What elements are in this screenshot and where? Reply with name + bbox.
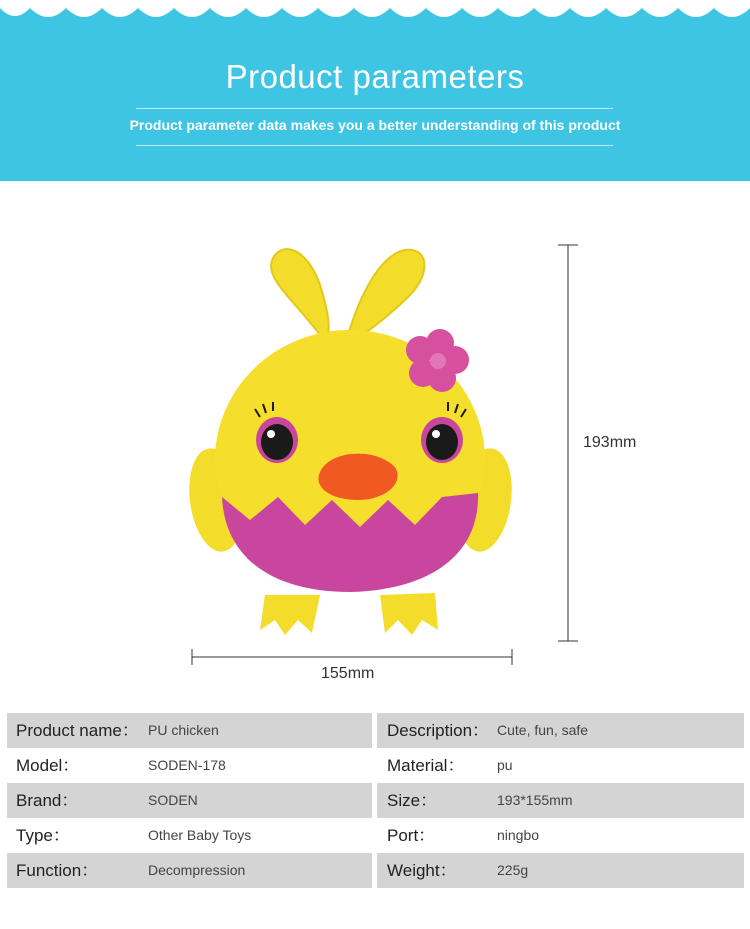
param-label: Port： (387, 826, 436, 845)
param-value: ningbo (497, 827, 540, 843)
table-row (7, 818, 744, 853)
param-value: Cute, fun, safe (497, 722, 589, 738)
wave-border (0, 0, 750, 30)
header-banner (0, 0, 750, 181)
height-label: 193mm (583, 434, 637, 451)
param-label: Material： (387, 756, 465, 775)
param-label: Function： (16, 861, 99, 880)
table-row (7, 713, 744, 748)
param-value: pu (497, 757, 513, 773)
param-value: PU chicken (148, 722, 219, 738)
param-label: Model： (16, 756, 80, 775)
page-title: Product parameters (225, 58, 525, 95)
width-label: 155mm (321, 665, 375, 682)
divider-bottom (136, 145, 613, 146)
param-value: 225g (497, 862, 529, 878)
param-label: Product name： (16, 721, 139, 740)
table-row (7, 783, 744, 818)
table-row (7, 853, 744, 888)
height-dimension-line (555, 240, 585, 650)
product-image (180, 235, 525, 655)
param-label: Brand： (16, 791, 79, 810)
param-label: Type： (16, 826, 70, 845)
param-value: Other Baby Toys (148, 827, 252, 843)
param-value: SODEN (148, 792, 198, 808)
param-value: Decompression (148, 862, 246, 878)
param-value: SODEN-178 (148, 757, 226, 773)
page-subtitle: Product parameter data makes you a better understanding of this product (129, 117, 621, 133)
param-label: Weight： (387, 861, 457, 880)
divider-top (136, 108, 613, 109)
param-label: Size： (387, 791, 438, 810)
table-row (7, 748, 744, 783)
param-label: Description： (387, 721, 490, 740)
param-value: 193*155mm (497, 792, 573, 808)
flower-bow-icon (406, 329, 469, 392)
